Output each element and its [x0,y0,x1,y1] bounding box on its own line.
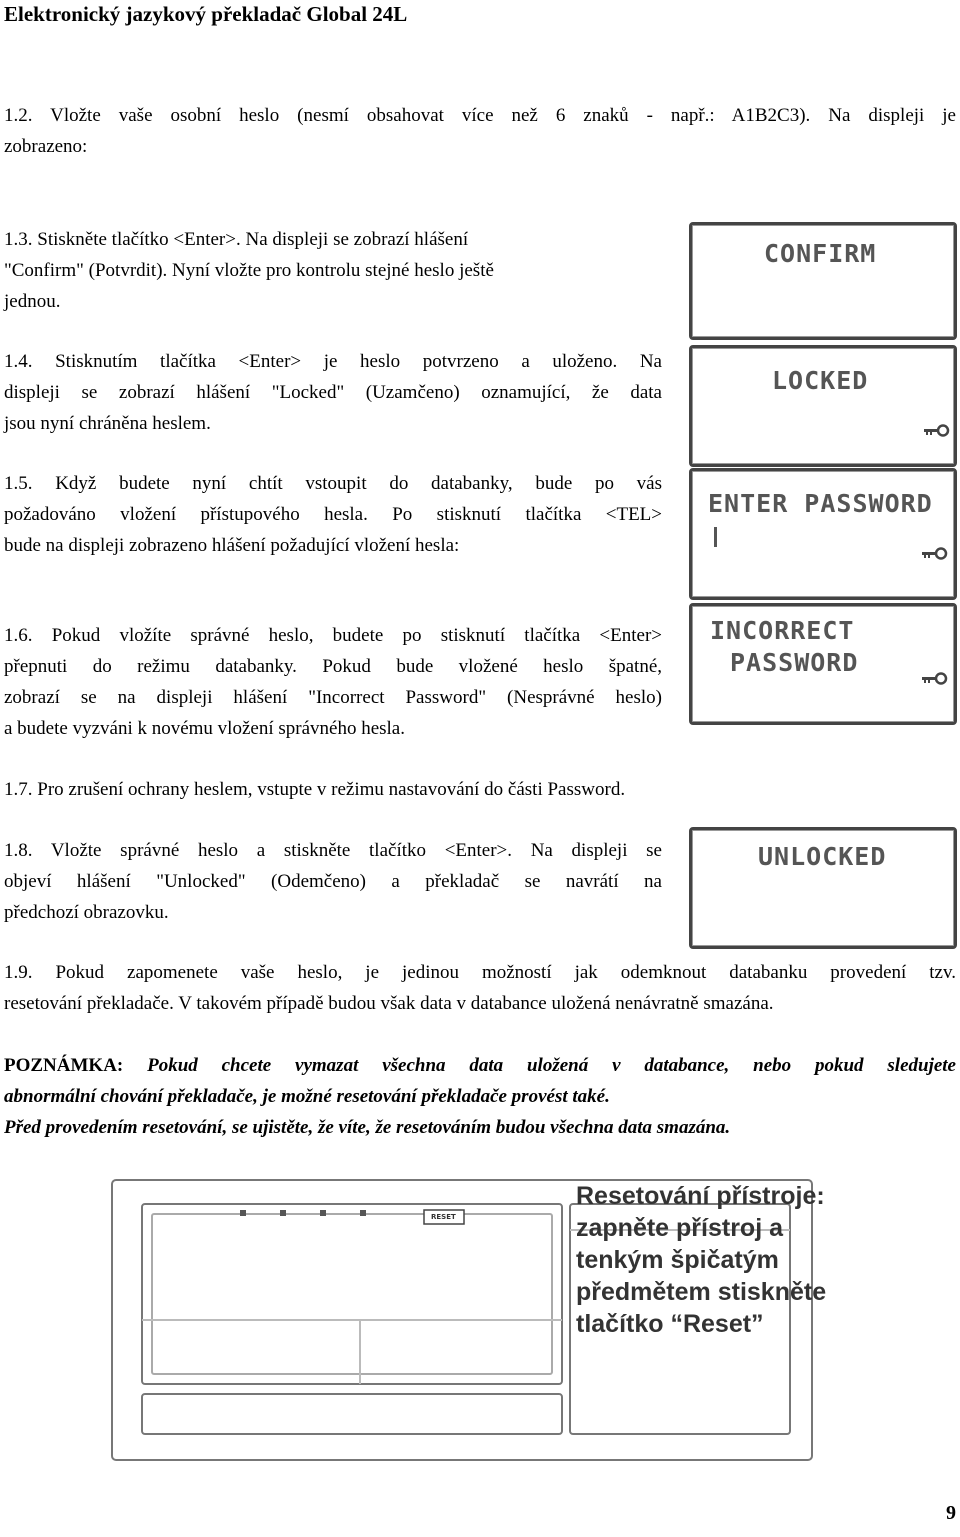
lcd-unlocked-screen [689,827,957,949]
paragraph-1-7: 1.7. Pro zrušení ochrany heslem, vstupte v režimu nastavování do části Password. [4,779,626,800]
page-number: 9 [946,1502,956,1524]
note-label: POZNÁMKA: [4,1055,124,1076]
paragraph-1-5 [4,468,662,561]
text-line: a budete vyzváni k novému vložení správného hesla. [4,718,405,739]
text-cursor [714,527,717,547]
lcd-text: INCORRECT [710,616,855,645]
caption-line: zapněte přístroj a [576,1214,783,1242]
paragraph-1-4 [4,346,662,439]
text-line: 1.3. Stiskněte tlačítko <Enter>. Na displeji se zobrazí hlášení [4,229,469,250]
text-line: požadováno vložení přístupového hesla. Po stisknutí tlačítka <TEL> [4,504,662,525]
lcd-text: ENTER PASSWORD [708,489,933,518]
lcd-text: LOCKED [772,366,869,395]
paragraph-1-3 [4,224,574,317]
text-line: 1.8. Vložte správné heslo a stiskněte tlačítko <Enter>. Na displeji se [4,840,662,861]
key-icon [922,672,948,686]
text-line: resetování překladače. V takovém případě budou však data v databance uložená nenávratně smazána. [4,993,774,1014]
text-line: zobrazí se na displeji hlášení "Incorrect Password" (Nesprávné heslo) [4,687,662,708]
lcd-confirm-screen [689,222,957,340]
text-line: "Confirm" (Potvrdit). Nyní vložte pro kontrolu stejné heslo ještě [4,260,494,281]
key-icon [922,547,948,561]
text-line: 1.2. Vložte vaše osobní heslo (nesmí obsahovat více než 6 znaků - např.: A1B2C3). Na displeji je [4,105,956,126]
reset-caption [576,1180,826,1340]
key-icon [924,424,950,438]
paragraph-1-9 [4,957,956,1019]
note-text: Pokud chcete vymazat všechna data uložená v databance, nebo pokud sledujete [123,1055,956,1076]
text-line: bude na displeji zobrazeno hlášení požadující vložení hesla: [4,535,460,556]
reset-button-label: RESET [431,1213,456,1221]
caption-line: tlačítko “Reset” [576,1310,764,1338]
lcd-text: PASSWORD [730,648,859,677]
note-line [4,1050,956,1081]
paragraph-1-6 [4,620,662,744]
note-block [4,1050,956,1143]
note-line: abnormální chování překladače, je možné resetování překladače provést také. [4,1086,610,1107]
paragraph-1-8 [4,835,662,928]
text-line: displeji se zobrazí hlášení "Locked" (Uzamčeno) oznamující, že data [4,382,662,403]
text-line: předchozí obrazovku. [4,902,169,923]
text-line: 1.9. Pokud zapomenete vaše heslo, je jedinou možností jak odemknout databanku provedení tzv. [4,962,956,983]
paragraph-1-2 [4,100,956,162]
lcd-text: CONFIRM [764,239,877,268]
text-line: jsou nyní chráněna heslem. [4,413,211,434]
page-title: Elektronický jazykový překladač Global 24L [4,2,408,26]
text-line: 1.4. Stisknutím tlačítka <Enter> je heslo potvrzeno a uloženo. Na [4,351,662,372]
caption-line: Resetování přístroje: [576,1182,825,1210]
caption-line: předmětem stiskněte [576,1278,827,1306]
text-line: 1.6. Pokud vložíte správné heslo, budete po stisknutí tlačítka <Enter> [4,625,662,646]
lcd-text: UNLOCKED [758,842,887,871]
text-line: 1.5. Když budete nyní chtít vstoupit do databanky, bude po vás [4,473,662,494]
text-line: zobrazeno: [4,136,88,157]
lcd-enter-password-screen [689,468,957,600]
note-line: Před provedením resetování, se ujistěte, že víte, že resetováním budou všechna data smazána. [4,1117,731,1138]
text-line: objeví hlášení "Unlocked" (Odemčeno) a překladač se navrátí na [4,871,662,892]
lcd-incorrect-password-screen [689,603,957,725]
device-illustration [100,1170,960,1470]
text-line: přepnuti do režimu databanky. Pokud bude vložené heslo špatné, [4,656,662,677]
caption-line: tenkým špičatým [576,1246,779,1274]
lcd-locked-screen [689,345,957,467]
text-line: jednou. [4,291,61,312]
